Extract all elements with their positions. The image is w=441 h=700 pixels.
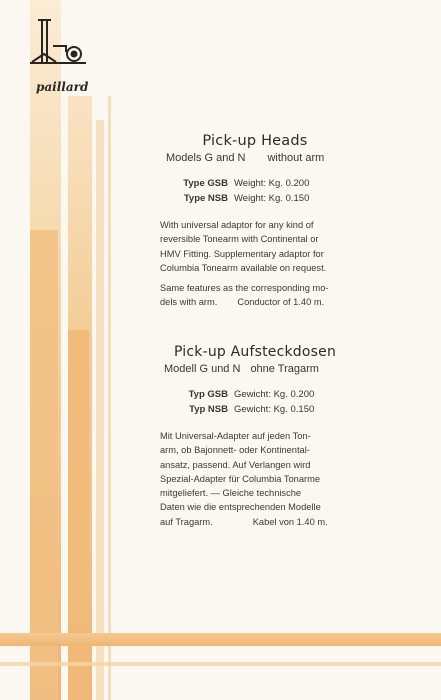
decorative-horizontal-band: [0, 633, 441, 646]
gramophone-icon: [26, 16, 96, 80]
section-title: Pick-up Aufsteckdosen: [173, 344, 337, 360]
text-line: Spezial-Adapter für Columbia Tonarme: [160, 473, 321, 484]
type-row: [160, 387, 350, 402]
text-line: With universal adaptor for any kind of: [160, 220, 314, 230]
text-line: arm, ob Bajonnett- oder Kontinental-: [160, 445, 310, 456]
type-list: [160, 176, 350, 206]
type-label: Type NSB: [183, 193, 228, 204]
section-subtitle: [166, 152, 350, 164]
paillard-logo: [26, 16, 96, 94]
section-german: [160, 344, 350, 529]
text-line: Columbia Tonearm available on request.: [160, 262, 327, 273]
text-line: Daten wie die entsprechenden Modelle: [160, 502, 321, 513]
decorative-horizontal-band: [0, 662, 441, 666]
arm-note: without arm: [267, 152, 325, 164]
text-line: [160, 295, 350, 309]
text-line: HMV Fitting. Supplementary adaptor for: [160, 248, 324, 259]
text-fragment: dels with arm.: [160, 297, 218, 308]
text-line: ansatz, passend. Auf Verlangen wird: [160, 459, 311, 470]
decorative-stripe: [30, 230, 58, 700]
type-weight: Weight: Kg. 0.150: [234, 193, 310, 204]
models-label: Modell G und N: [164, 363, 241, 375]
description-paragraph: [160, 218, 350, 275]
text-line: reversible Tonearm with Continental or: [160, 234, 319, 245]
models-label: Models G and N: [166, 152, 246, 164]
type-label: Typ NSB: [189, 404, 228, 415]
conductor-length: Conductor of 1.40 m.: [237, 297, 325, 308]
type-weight: Gewicht: Kg. 0.150: [234, 404, 315, 415]
type-weight: Gewicht: Kg. 0.200: [234, 389, 315, 400]
cable-length: Kabel von 1.40 m.: [252, 516, 328, 527]
section-title: Pick-up Heads: [202, 133, 308, 149]
type-row: [160, 191, 350, 206]
type-label: Typ GSB: [188, 389, 228, 400]
features-paragraph: [160, 281, 350, 310]
arm-note: ohne Tragarm: [250, 363, 319, 375]
type-label: Type GSB: [183, 178, 228, 189]
description-paragraph: [160, 429, 350, 529]
type-weight: Weight: Kg. 0.200: [234, 178, 310, 189]
section-english: [160, 133, 350, 310]
text-line: [160, 515, 350, 529]
section-subtitle: [164, 363, 350, 375]
type-list: [160, 387, 350, 417]
type-row: [160, 402, 350, 417]
text-line: Same features as the corresponding mo-: [160, 283, 329, 294]
decorative-stripe: [108, 96, 111, 700]
type-row: [160, 176, 350, 191]
decorative-stripe: [96, 120, 104, 700]
text-line: mitgeliefert. — Gleiche technische: [160, 488, 302, 499]
logo-text: paillard: [36, 80, 89, 94]
text-line: Mit Universal-Adapter auf jeden Ton-: [160, 431, 311, 441]
text-fragment: auf Tragarm.: [160, 516, 213, 527]
